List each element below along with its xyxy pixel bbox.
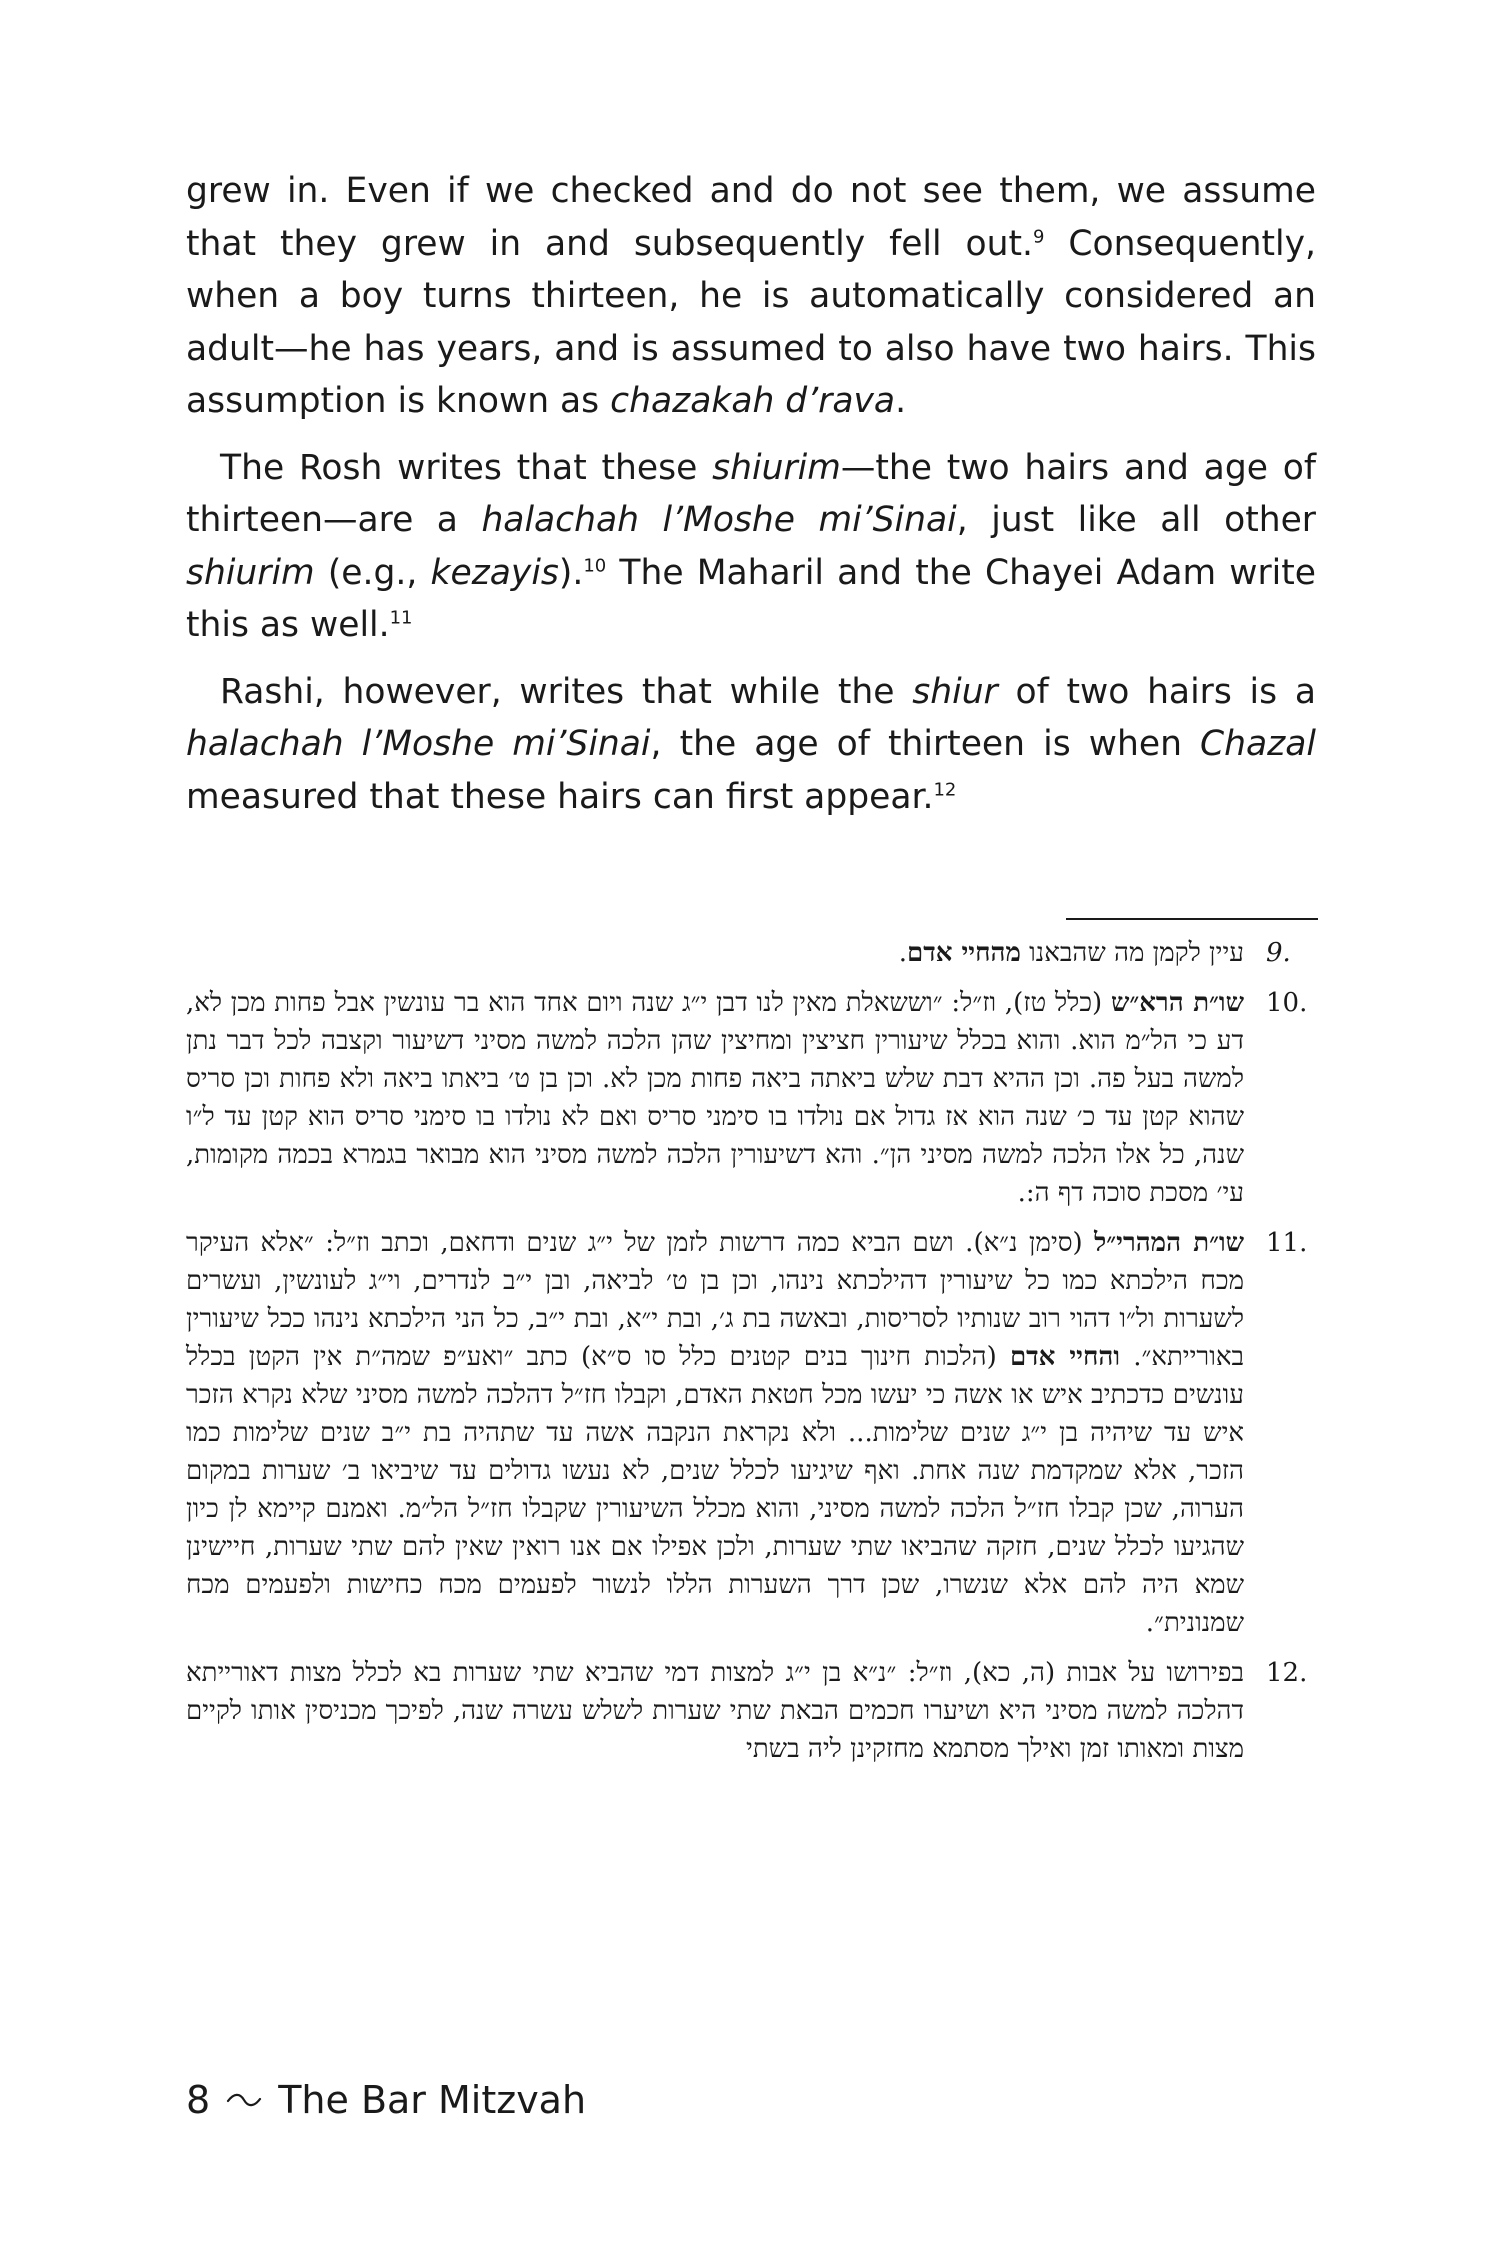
- footnote-11: [186, 1224, 1316, 1642]
- bold-source: והחיי אדם: [1009, 1342, 1120, 1372]
- page-footer: [186, 2078, 586, 2122]
- text-run: The Maharil and the Chayei Adam write this as well.: [186, 552, 1316, 645]
- footnote-text: [186, 984, 1244, 1212]
- footnote-ref-11[interactable]: 11: [389, 607, 413, 629]
- bold-source: שו״ת המהרי״ל: [1094, 1228, 1245, 1258]
- text-run: (e.g.,: [314, 552, 431, 593]
- footnote-number: 12.: [1266, 1658, 1308, 1688]
- main-text: [186, 165, 1316, 837]
- text-run: עיין לקמן מה שהבאנו: [1020, 938, 1244, 968]
- footnote-number: 10.: [1266, 988, 1308, 1018]
- footnote-ref-9[interactable]: 9: [1033, 226, 1045, 247]
- text-run: ).: [558, 552, 584, 593]
- text-run: .: [895, 381, 907, 421]
- paragraph-2: [186, 442, 1316, 652]
- italic-term: halachah l’Moshe mi’Sinai: [186, 724, 651, 764]
- bold-source: מהחיי אדם: [907, 938, 1021, 968]
- swash-ornament-icon: [226, 2091, 262, 2109]
- text-run: , just like all other: [956, 500, 1316, 540]
- footnote-ref-10[interactable]: 10: [583, 555, 607, 576]
- text-run: of two hairs is a: [997, 671, 1316, 712]
- footnote-text: [186, 1224, 1244, 1642]
- text-run: (הלכות חינוך בנים קטנים כלל סו ס״א) כתב ״ואע״פ שמה״ת אין הקטן בכלל עונשים כדכתיב איש או אשה כי יעשו מכל חטאת האדם, וקבלו חז״ל דהלכה למשה מסיני שלא נקרא הזכר איש עד שיהיה בן י״ג שנים שלימות... ולא נקראת הנקבה אשה עד שתהיה בת י״ב שנים שלימות כמו הזכר, אלא שמקדמת שנה אחת. ואף שיגיעו לכלל שנים, לא נעשו גדולים עד שיביאו ב׳ שערות במקום הערוה, שכן קבלו חז״ל הלכה למשה מסיני, והוא מכלל השיעורין שקבלו חז״ל הל״מ. ואמנם קיימא לן כיון שהגיעו לכלל שנים, חזקה שהביאו שתי שערות, ולכן אפילו אם אנו רואין שאין להם שתי שערות, חיישינן שמא היה להם אלא שנשרו, שכן דרך השערות הללו לנשור לפעמים מכח כחישות ולפעמים מכח שמנונית״.: [186, 1342, 1244, 1638]
- footnote-number: 11.: [1266, 1228, 1308, 1258]
- text-run: (כלל טז), וז״ל: ״וששאלת מאין לנו דבן י״ג שנה ויום אחד הוא בר עונשין אבל פחות מכן לא, דע כי הל״מ הוא. והוא בכלל שיעורין חציצין ומחיצין שהן הלכה למשה מסיני דשיעור וקצבה לכל דבר נתן למשה בעל פה. וכן ההיא דבת שלש ביאתה ביאה פחות מכן לא. וכן בן ט׳ ביאתו ביאה ולא פחות וכן סריס שהוא קטן עד כ׳ שנה הוא אז גדול אם נולדו בו סימני סריס ואם לא נולדו בו סימני סריס הוא קטן עד ל״ו שנה, כל אלו הלכה למשה מסיני הן״. והא דשיעורין הלכה למשה מסיני הוא מבואר בגמרא בכמה מקומות, עי׳ מסכת סוכה דף ה:.: [186, 988, 1244, 1208]
- text-run: Consequently, when a boy turns thirteen, he is automatically considered an adult—he has years, and is assumed to also have two hairs. This assumption is known as: [186, 223, 1316, 421]
- text-run: בפירושו על אבות (ה, כא), וז״ל: ״נ״א בן י״ג למצות דמי שהביא שתי שערות בא לכלל מצות דאורייתא דהלכה למשה מסיני היא ושיערו חכמים הבאת שתי שערות לשלש עשרה שנה, לפיכך מכניסין אותו לקיים מצות ומאותו זמן ואילך מסתמא מחזקינן ליה בשתי: [186, 1658, 1244, 1764]
- footnote-text: [186, 1654, 1244, 1768]
- text-run: The Rosh writes that these: [220, 447, 713, 488]
- text-run: grew in. Even if we checked and do not see them, we assume that they grew in and subsequently fell out.: [186, 171, 1316, 264]
- footnote-12: [186, 1654, 1316, 1768]
- text-run: (סימן נ״א). ושם הביא כמה דרשות לזמן של י״ג שנים ודחאם, וכתב וז״ל: ״אלא העיקר מכח הילכתא כמו כל שיעורין דהילכתא נינהו, וכן בן ט׳ לביאה, ובן י״ב לנדרים, וי״ג לעונשין, ועשרים לשערות ול״ו דהוי רוב שנותיו לסריסות, ובאשה בת ג׳, ובת י״א, ובת י״ב, כל הני הילכתא נינהו ככל שיעורין באורייתא״.: [186, 1228, 1245, 1372]
- text-run: .: [898, 938, 907, 968]
- running-title: The Bar Mitzvah: [278, 2078, 587, 2122]
- italic-term: shiurim: [186, 552, 315, 593]
- italic-term: halachah l’Moshe mi’Sinai: [481, 500, 957, 540]
- italic-term: shiurim: [712, 447, 841, 488]
- page-number: 8: [186, 2078, 211, 2122]
- italic-term: kezayis: [430, 552, 559, 593]
- footnote-number: 9.: [1266, 938, 1291, 968]
- footnote-10: [186, 984, 1316, 1212]
- paragraph-3: [186, 666, 1316, 824]
- text-run: Rashi, however, writes that while the: [220, 671, 913, 712]
- paragraph-1: [186, 165, 1316, 428]
- italic-term: chazakah d’rava: [610, 381, 896, 421]
- footnote-separator: [1066, 918, 1318, 920]
- footnote-9: [186, 934, 1316, 972]
- text-run: , the age of thirteen is when: [650, 724, 1201, 764]
- footnote-ref-12[interactable]: 12: [933, 779, 957, 800]
- footnote-text: [186, 934, 1244, 972]
- bold-source: שו״ת הרא״ש: [1110, 988, 1244, 1018]
- italic-term: Chazal: [1200, 724, 1316, 764]
- text-run: —the two hairs and age of thirteen—are a: [186, 447, 1316, 540]
- footnotes: [186, 934, 1316, 1780]
- italic-term: shiur: [912, 671, 998, 712]
- text-run: measured that these hairs can first appear.: [186, 776, 934, 817]
